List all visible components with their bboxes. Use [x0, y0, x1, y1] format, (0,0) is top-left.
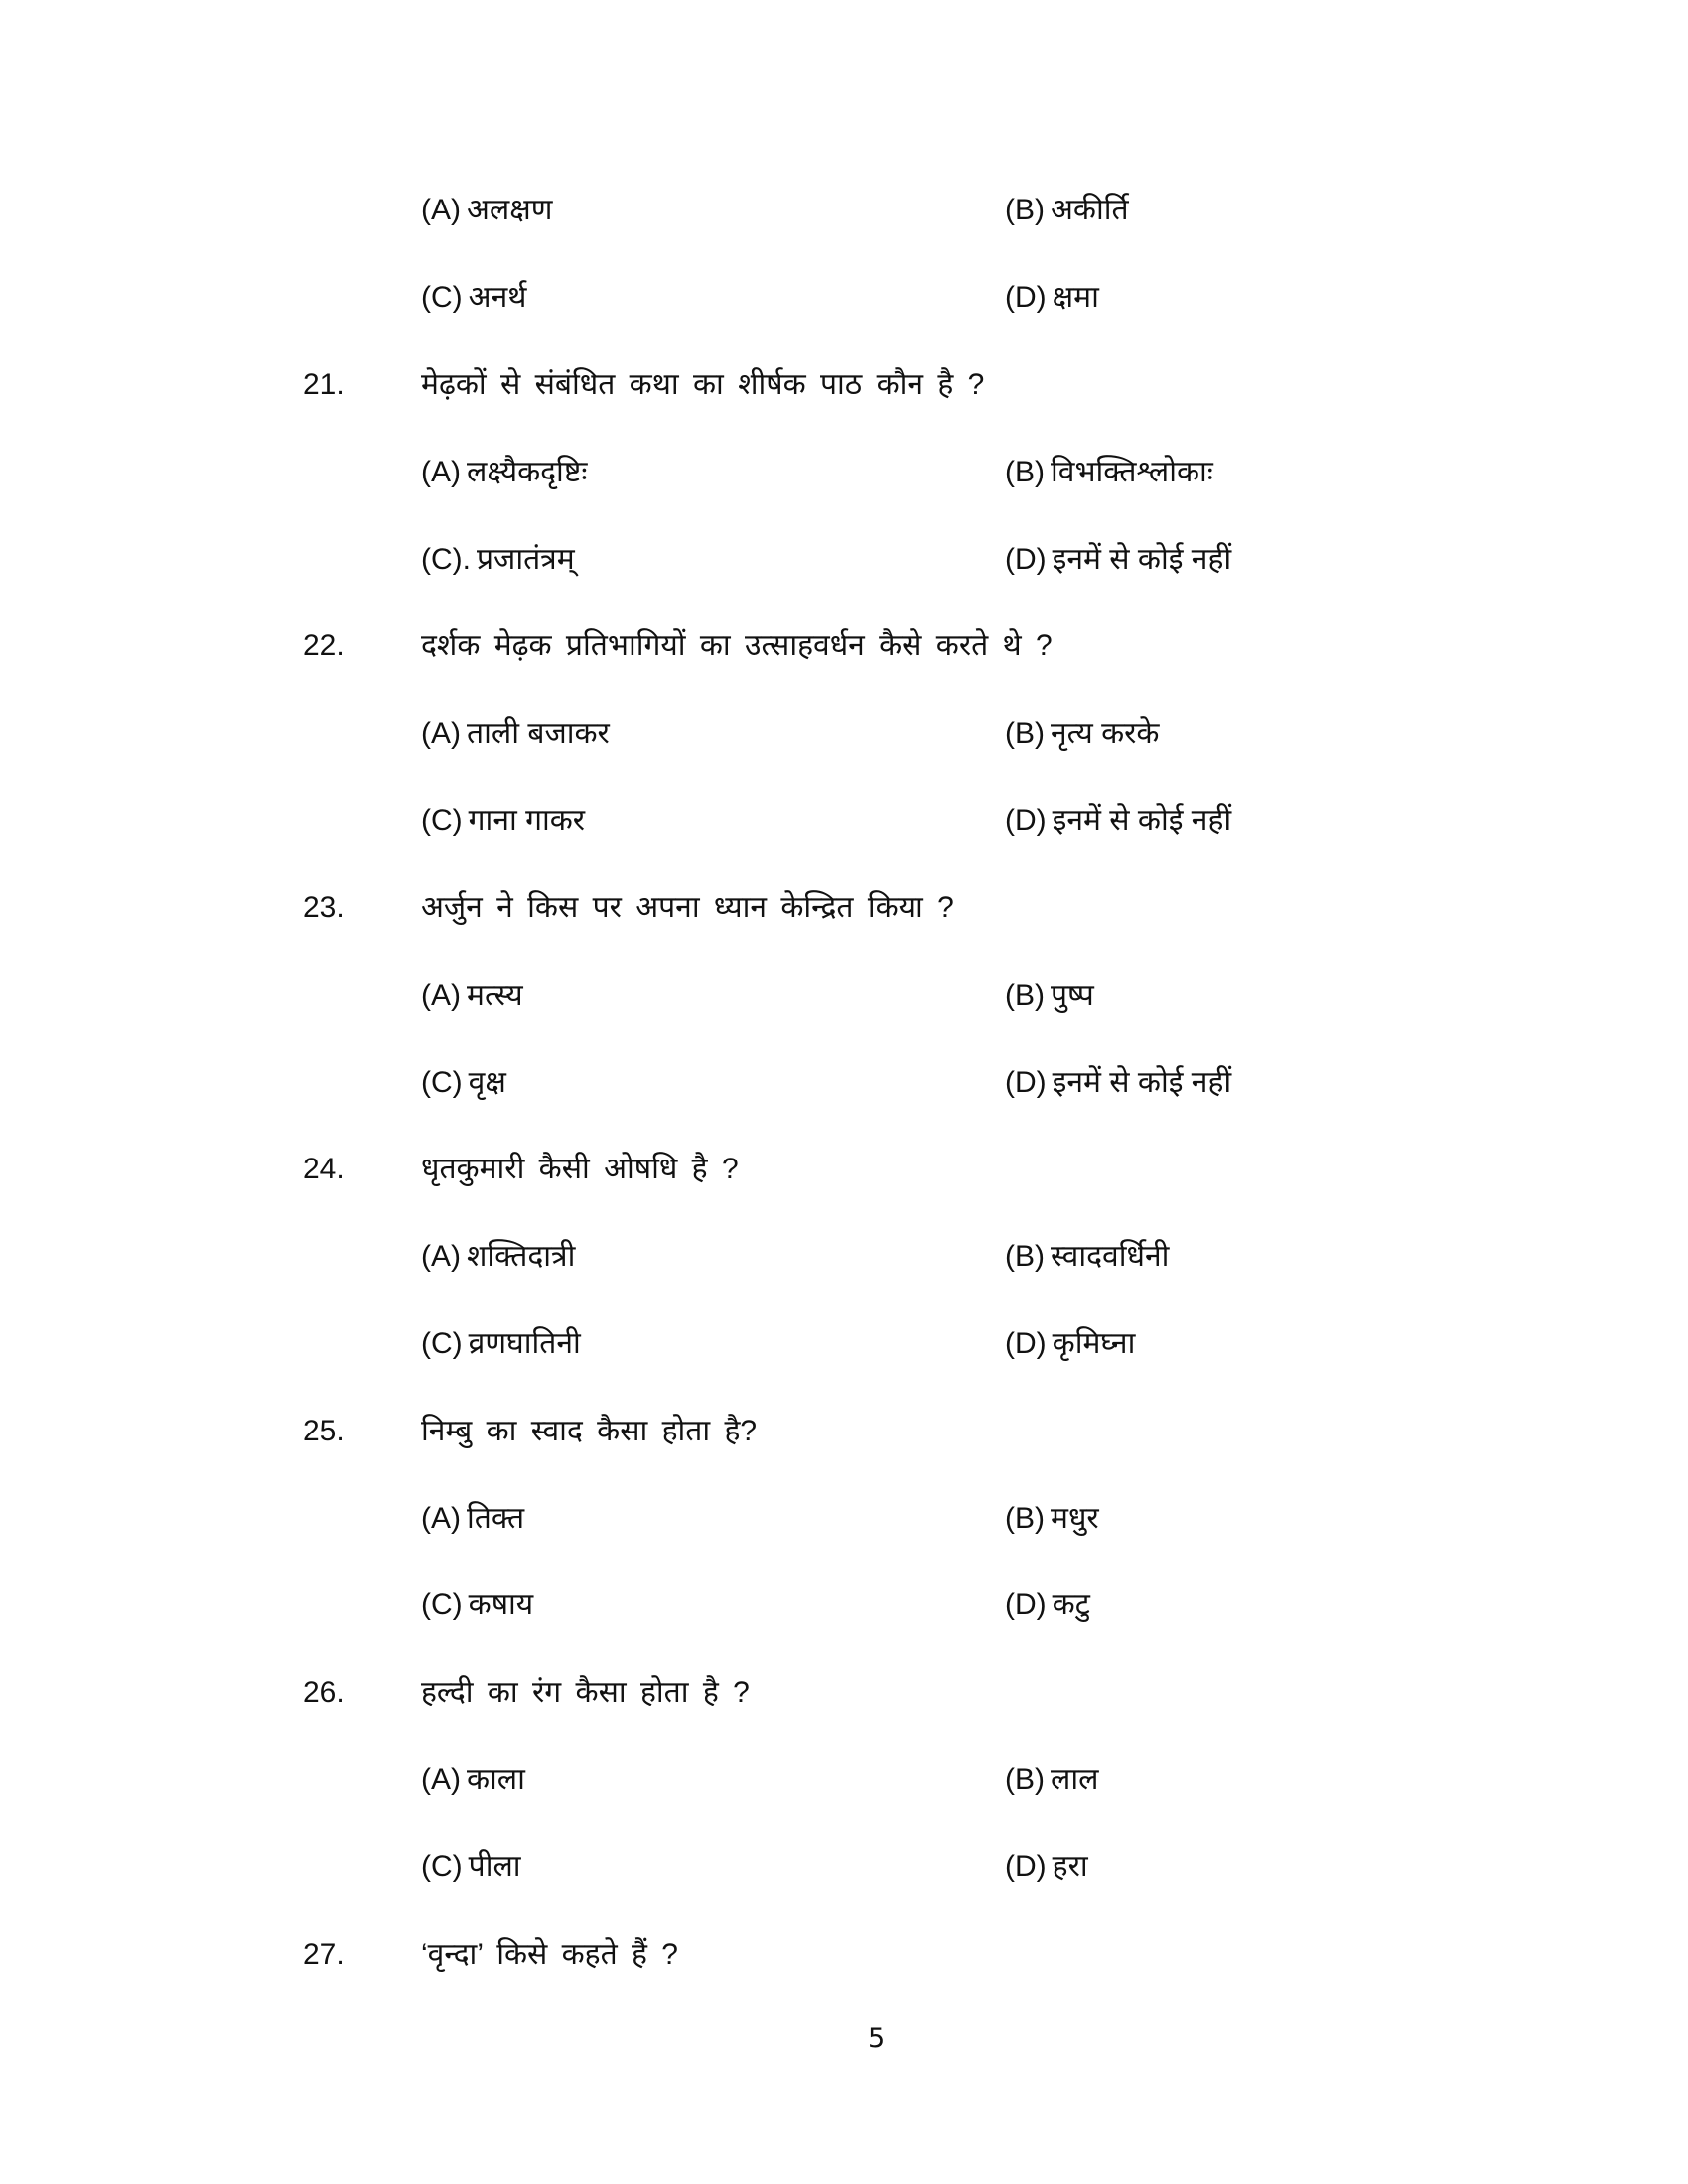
option-text: हरा [1052, 1850, 1088, 1883]
page-number: 5 [868, 2023, 886, 2054]
option-text: गाना गाकर [468, 804, 586, 837]
question-number: 26. [303, 1676, 345, 1708]
option-21-b [1005, 453, 1213, 492]
option-text: लाल [1051, 1763, 1099, 1796]
option-text: काला [467, 1763, 525, 1796]
option-text: ताली बजाकर [467, 717, 610, 750]
option-label: (C) [421, 804, 463, 837]
option-20-b [1005, 191, 1129, 230]
option-text: इनमें से कोई नहीं [1052, 804, 1232, 837]
option-label: (B) [1005, 194, 1045, 226]
option-text: मत्स्य [467, 979, 523, 1012]
option-label: (C) [421, 281, 463, 314]
option-24-a [421, 1237, 575, 1277]
option-22-a [421, 714, 610, 753]
option-label: (D) [1005, 804, 1047, 837]
option-26-b [1005, 1760, 1098, 1800]
option-label: (A) [421, 979, 461, 1012]
option-20-d [1005, 278, 1099, 318]
option-25-d [1005, 1585, 1090, 1625]
option-text: विभक्तिश्लोकाः [1051, 456, 1213, 488]
option-label: (C) [421, 1066, 463, 1099]
option-text: कटु [1052, 1588, 1090, 1621]
option-label: (D) [1005, 1850, 1047, 1883]
option-text: वृक्ष [468, 1066, 506, 1099]
option-text: अकीर्ति [1051, 194, 1129, 226]
option-25-b [1005, 1499, 1099, 1539]
option-label: (D) [1005, 1066, 1047, 1099]
question-text: दर्शक मेढ़क प्रतिभागियों का उत्साहवर्धन कैसे करते थे ? [421, 629, 1053, 662]
option-26-c [421, 1847, 521, 1887]
option-text: प्रजातंत्रम् [476, 543, 575, 576]
option-20-c [421, 278, 526, 318]
option-text: क्षमा [1052, 281, 1099, 314]
question-number: 25. [303, 1415, 345, 1447]
option-22-c [421, 801, 585, 841]
option-text: नृत्य करके [1051, 717, 1160, 750]
option-text: अलक्षण [467, 194, 553, 226]
option-label: (A) [421, 1502, 461, 1535]
option-text: लक्ष्यैकदृष्टिः [467, 456, 588, 488]
option-label: (B) [1005, 979, 1045, 1012]
option-label: (A) [421, 456, 461, 488]
question-number: 21. [303, 368, 345, 401]
question-number: 24. [303, 1153, 345, 1185]
option-26-a [421, 1760, 525, 1800]
option-24-b [1005, 1237, 1169, 1277]
option-text: तिक्त [467, 1502, 525, 1535]
option-23-a [421, 976, 523, 1016]
option-label: (D) [1005, 1588, 1047, 1621]
question-text: धृतकुमारी कैसी ओषधि है ? [421, 1153, 739, 1185]
option-25-c [421, 1585, 533, 1625]
option-text: शक्तिदात्री [467, 1240, 576, 1273]
question-text: ‘वृन्दा’ किसे कहते हैं ? [421, 1938, 678, 1971]
option-text: व्रणघातिनी [468, 1327, 581, 1360]
option-21-d [1005, 540, 1231, 580]
question-text: हल्दी का रंग कैसा होता है ? [421, 1676, 750, 1708]
option-21-c [421, 540, 575, 580]
option-20-a [421, 191, 552, 230]
option-label: (C) [421, 1327, 463, 1360]
option-label: (D) [1005, 281, 1047, 314]
question-text: निम्बु का स्वाद कैसा होता है? [421, 1415, 758, 1447]
option-22-b [1005, 714, 1159, 753]
question-text: अर्जुन ने किस पर अपना ध्यान केन्द्रित किया ? [421, 891, 954, 924]
option-label: (A) [421, 194, 461, 226]
option-text: पुष्प [1051, 979, 1094, 1012]
option-label: (B) [1005, 1240, 1045, 1273]
question-number: 23. [303, 891, 345, 924]
option-25-a [421, 1499, 524, 1539]
option-label: (B) [1005, 1763, 1045, 1796]
option-26-d [1005, 1847, 1088, 1887]
option-text: स्वादवर्धिनी [1051, 1240, 1170, 1273]
option-label: (B) [1005, 456, 1045, 488]
question-text: मेढ़कों से संबंधित कथा का शीर्षक पाठ कौन है ? [421, 368, 985, 401]
option-label: (A) [421, 717, 461, 750]
option-text: अनर्थ [468, 281, 527, 314]
option-text: इनमें से कोई नहीं [1052, 1066, 1232, 1099]
option-label: (C) [421, 1850, 463, 1883]
option-22-d [1005, 801, 1231, 841]
option-21-a [421, 453, 587, 492]
option-text: इनमें से कोई नहीं [1052, 543, 1232, 576]
option-23-b [1005, 976, 1094, 1016]
option-text: मधुर [1051, 1502, 1099, 1535]
option-label: (A) [421, 1240, 461, 1273]
option-text: कषाय [468, 1588, 534, 1621]
option-label: (D) [1005, 1327, 1047, 1360]
option-label: (C). [421, 543, 471, 576]
question-number: 22. [303, 629, 345, 662]
option-label: (C) [421, 1588, 463, 1621]
option-text: कृमिघ्ना [1052, 1327, 1136, 1360]
option-23-c [421, 1063, 506, 1103]
option-23-d [1005, 1063, 1231, 1103]
question-number: 27. [303, 1938, 345, 1971]
option-text: पीला [468, 1850, 521, 1883]
option-24-c [421, 1324, 581, 1364]
option-label: (D) [1005, 543, 1047, 576]
option-label: (B) [1005, 1502, 1045, 1535]
option-label: (A) [421, 1763, 461, 1796]
option-24-d [1005, 1324, 1135, 1364]
option-label: (B) [1005, 717, 1045, 750]
